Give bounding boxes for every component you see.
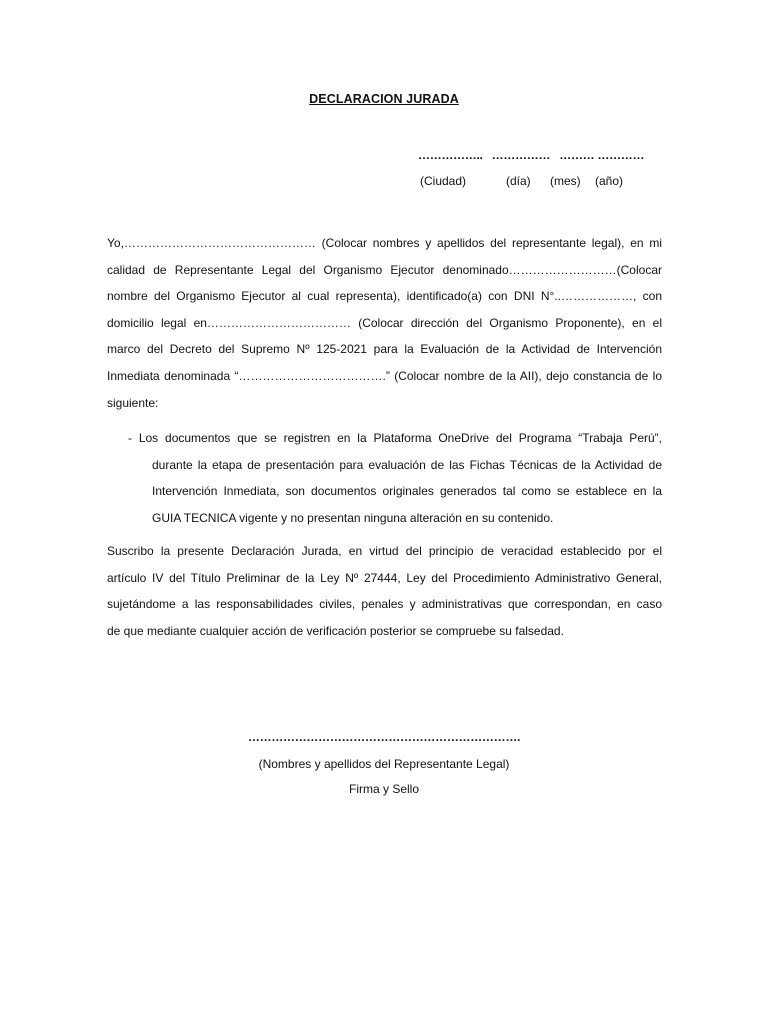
closing-paragraph [107, 538, 662, 644]
bullet-item [128, 425, 662, 531]
paragraph-line: nombre del Organismo Ejecutor al cual representa), identificado(a) con DNI N°..………………, con [107, 289, 662, 304]
paragraph-line: de que mediante cualquier acción de verificación posterior se compruebe su falsedad. [107, 623, 564, 638]
signature-name-label: (Nombres y apellidos del Representante Legal) [258, 757, 510, 771]
paragraph-line: calidad de Representante Legal del Organismo Ejecutor denominado………………………(Colocar [107, 262, 662, 277]
date-blanks: …………….. …………… ……… ………… [418, 148, 645, 162]
paragraph-line: marco del Decreto del Supremo Nº 125-2021 para la Evaluación de la Actividad de Intervención [107, 342, 662, 357]
paragraph-line: Yo,………………………………………… (Colocar nombres y apellidos del representante legal), en mi [107, 236, 662, 250]
date-label-ciudad: (Ciudad) [420, 174, 467, 188]
date-label-mes: (mes) [550, 174, 581, 188]
paragraph-line: Suscribo la presente Declaración Jurada, en virtud del principio de veracidad establecido por el [107, 544, 662, 558]
document-title: DECLARACION JURADA [309, 92, 459, 106]
paragraph-line: domicilio legal en……………………………… (Colocar dirección del Organismo Proponente), en el [107, 315, 662, 330]
date-label-anio: (año) [595, 174, 624, 188]
bullet-line: Intervención Inmediata, son documentos originales generados tal como se establece en la [152, 484, 662, 499]
paragraph-line: Inmediata denominada “……………………………….” (Colocar nombre de la AII), dejo constancia de lo [107, 368, 662, 383]
paragraph-line: artículo IV del Título Preliminar de la Ley Nº 27444, Ley del Procedimiento Administrativo General, [107, 570, 662, 585]
signature-line: ……………………………………………………………. [247, 730, 521, 744]
date-label-dia: (día) [506, 174, 531, 188]
bullet-line: - Los documentos que se registren en la Plataforma OneDrive del Programa “Trabaja Perú”, [128, 431, 662, 445]
signature-firma-label: Firma y Sello [348, 782, 419, 796]
paragraph-line: sujetándome a las responsabilidades civiles, penales y administrativas que correspondan, en caso [107, 597, 662, 612]
declaration-paragraph [107, 230, 662, 416]
bullet-line: GUIA TECNICA vigente y no presentan ninguna alteración en su contenido. [152, 510, 554, 525]
bullet-line: durante la etapa de presentación para evaluación de las Fichas Técnicas de la Actividad de [152, 457, 662, 472]
paragraph-line: siguiente: [107, 395, 159, 410]
